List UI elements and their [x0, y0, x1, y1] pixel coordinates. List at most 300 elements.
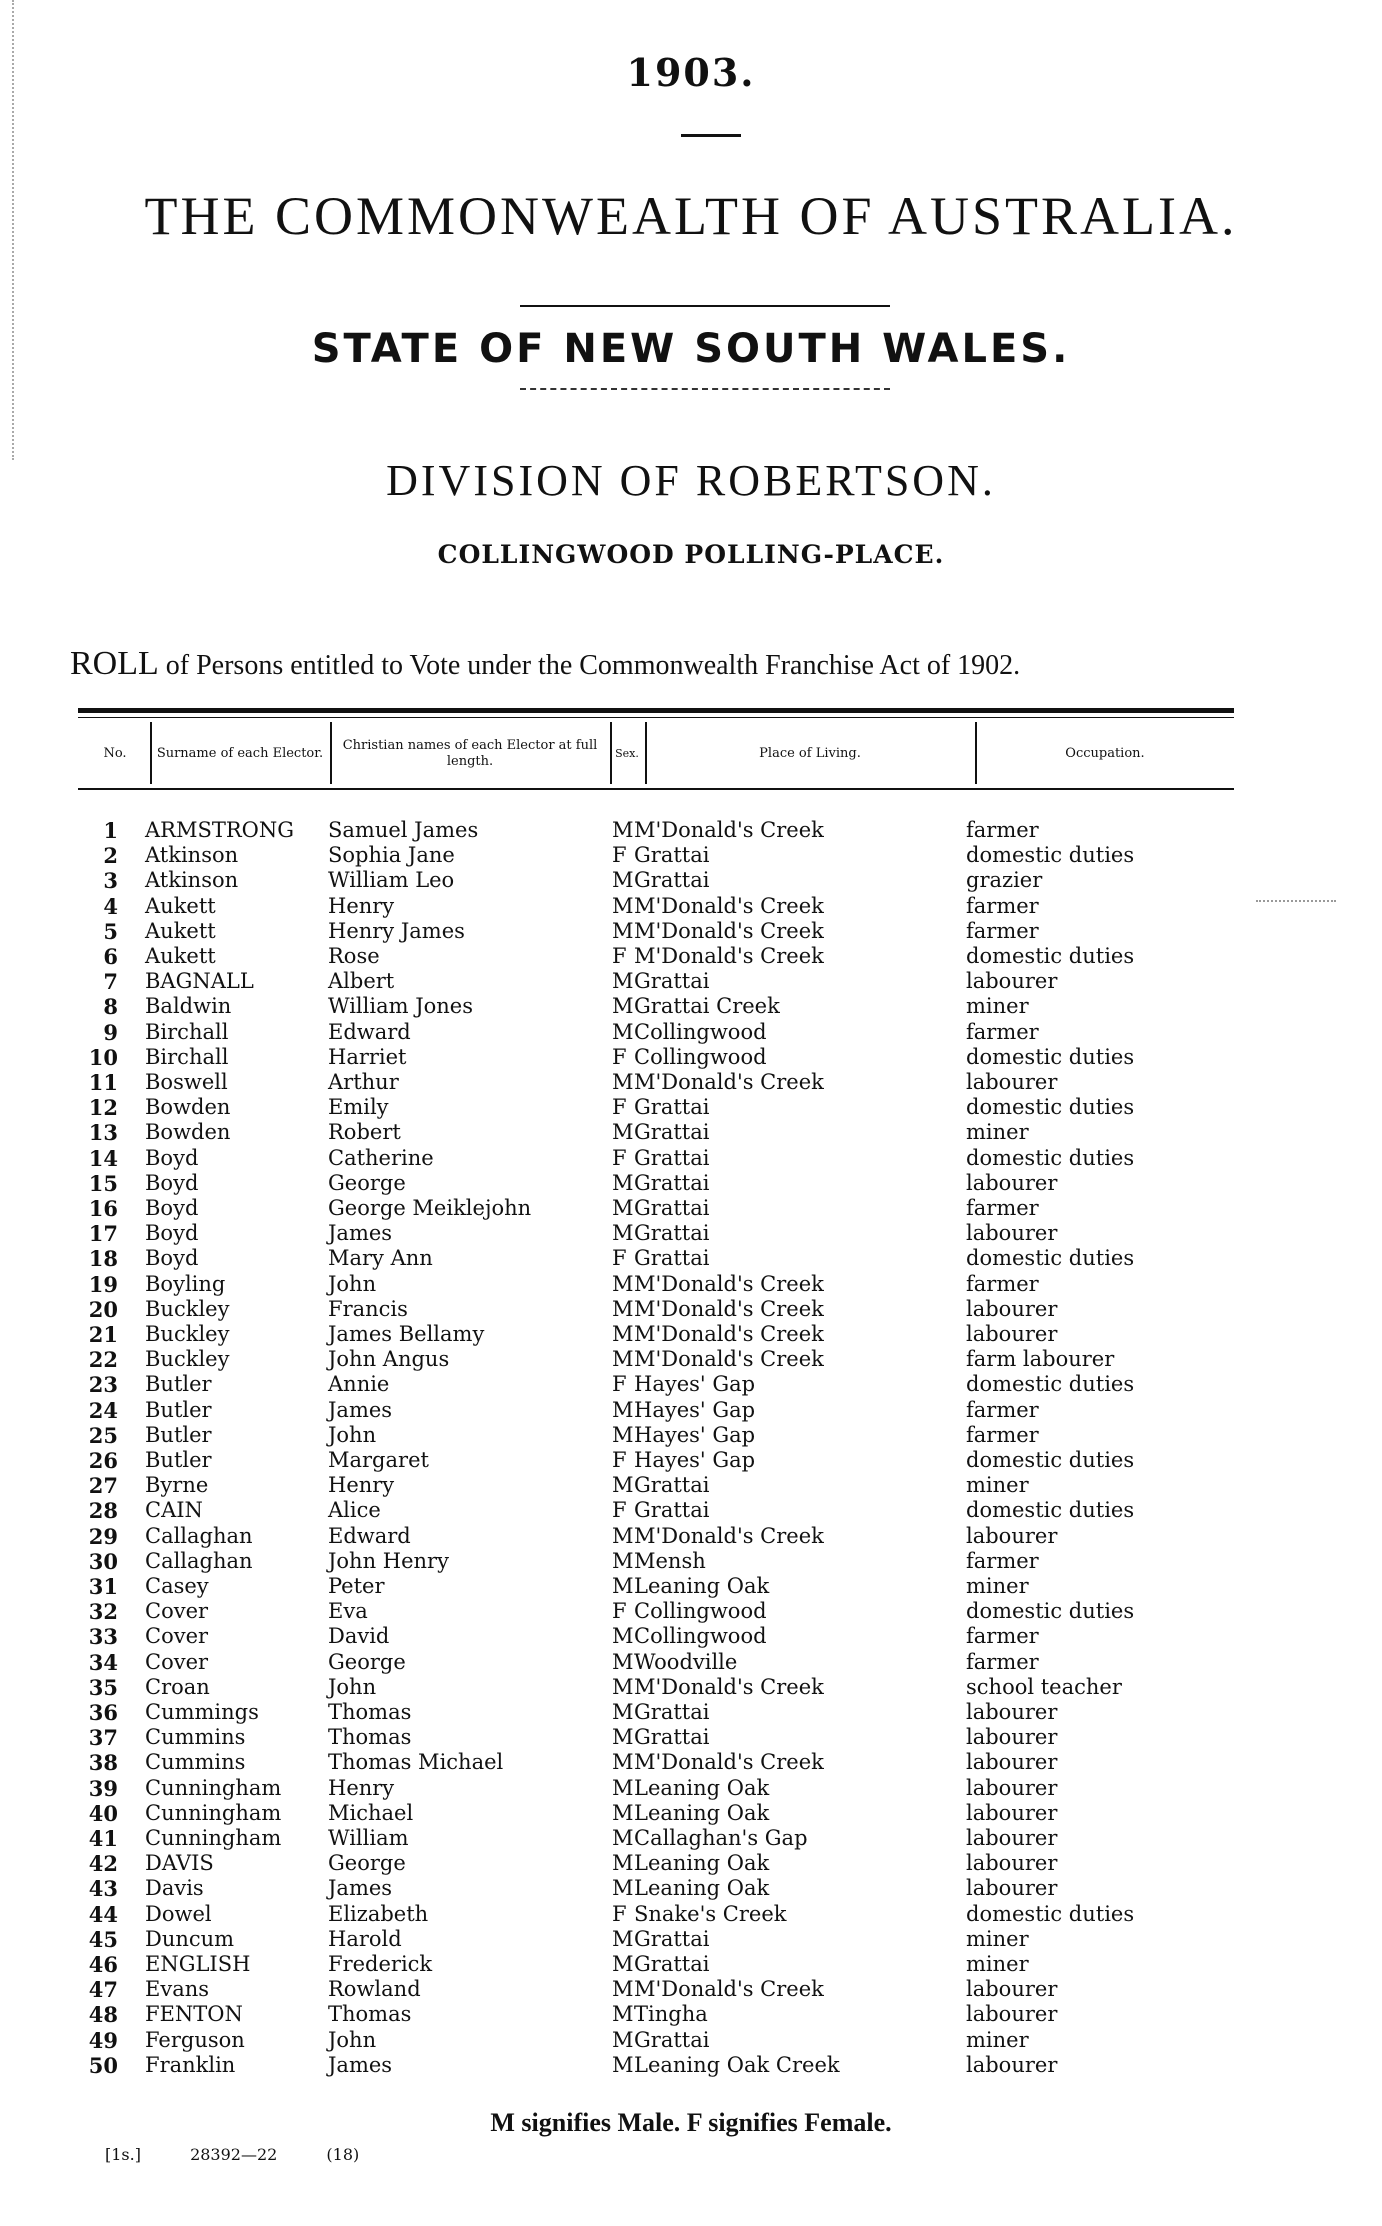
row-christian-names: William Jones — [328, 994, 473, 1019]
row-place-of-living: Leaning Oak Creek — [634, 2052, 840, 2077]
row-number: 20 — [88, 1296, 118, 1322]
table-row — [0, 818, 1382, 843]
row-number: 39 — [88, 1775, 118, 1801]
table-row — [0, 1750, 1382, 1775]
table-row — [0, 1876, 1382, 1901]
row-occupation: school teacher — [966, 1674, 1122, 1699]
row-number: 28 — [88, 1498, 118, 1524]
row-surname: Byrne — [145, 1473, 209, 1498]
row-occupation: labourer — [966, 1750, 1058, 1775]
row-occupation: domestic duties — [966, 1095, 1135, 1120]
row-place-of-living: Hayes' Gap — [634, 1397, 756, 1422]
row-occupation: domestic duties — [966, 1599, 1135, 1624]
row-sex: M — [612, 1750, 634, 1775]
col-separator — [330, 722, 332, 784]
row-sex: M — [612, 1574, 634, 1598]
row-occupation: miner — [966, 994, 1029, 1019]
row-christian-names: Peter — [328, 1574, 385, 1598]
row-surname: Casey — [145, 1574, 209, 1598]
row-place-of-living: Callaghan's Gap — [634, 1826, 808, 1850]
row-occupation: labourer — [966, 1170, 1058, 1195]
row-occupation: labourer — [966, 2052, 1058, 2077]
row-place-of-living: M'Donald's Creek — [634, 1070, 824, 1094]
row-sex: M — [612, 1624, 634, 1649]
row-place-of-living: Grattai — [634, 1700, 710, 1724]
row-number: 18 — [88, 1246, 118, 1272]
row-sex: M — [612, 1674, 634, 1699]
row-number: 9 — [103, 1019, 118, 1045]
row-sex: M — [612, 1548, 634, 1573]
row-christian-names: Elizabeth — [328, 1901, 429, 1926]
row-place-of-living: M'Donald's Creek — [634, 1523, 824, 1548]
row-place-of-living: M'Donald's Creek — [634, 1322, 824, 1346]
table-row — [0, 2053, 1382, 2078]
row-sex: M — [612, 1196, 634, 1220]
row-occupation: labourer — [966, 969, 1058, 994]
row-place-of-living: M'Donald's Creek — [634, 1271, 824, 1296]
row-christian-names: David — [328, 1624, 390, 1649]
row-surname: Cunningham — [145, 1800, 282, 1825]
row-christian-names: Robert — [328, 1120, 401, 1145]
table-row — [0, 1675, 1382, 1700]
row-number: 35 — [88, 1674, 118, 1700]
row-place-of-living: M'Donald's Creek — [634, 1977, 824, 2002]
row-christian-names: Thomas Michael — [328, 1750, 504, 1775]
row-surname: Butler — [145, 1372, 212, 1397]
row-sex: M — [612, 868, 634, 893]
row-christian-names: James — [328, 2052, 393, 2077]
row-place-of-living: Grattai — [634, 1952, 710, 1976]
row-place-of-living: M'Donald's Creek — [634, 918, 824, 943]
row-surname: Baldwin — [145, 994, 232, 1019]
row-place-of-living: Collingwood — [634, 1599, 767, 1624]
table-header-rule-thin — [78, 717, 1234, 718]
row-surname: Boyling — [145, 1271, 226, 1296]
row-christian-names: Thomas — [328, 2002, 412, 2027]
row-christian-names: Edward — [328, 1019, 411, 1044]
row-place-of-living: Hayes' Gap — [634, 1422, 756, 1447]
row-sex: M — [612, 893, 634, 918]
row-place-of-living: Grattai — [634, 2027, 710, 2052]
table-row — [0, 1977, 1382, 2002]
row-surname: Evans — [145, 1977, 210, 2002]
row-christian-names: Samuel James — [328, 818, 479, 842]
row-christian-names: Henry James — [328, 918, 465, 943]
row-surname: Bowden — [145, 1095, 231, 1120]
row-occupation: farmer — [966, 1548, 1039, 1573]
row-christian-names: Michael — [328, 1800, 414, 1825]
table-row — [0, 1927, 1382, 1952]
row-christian-names: Henry — [328, 1775, 395, 1800]
table-row — [0, 1448, 1382, 1473]
row-surname: Buckley — [145, 1322, 230, 1346]
row-number: 5 — [103, 918, 118, 944]
table-row — [0, 1221, 1382, 1246]
row-sex: M — [612, 1977, 634, 2002]
row-number: 2 — [103, 843, 118, 869]
row-surname: Cummins — [145, 1725, 246, 1750]
row-place-of-living: M'Donald's Creek — [634, 1750, 824, 1775]
row-christian-names: Harriet — [328, 1044, 407, 1069]
row-christian-names: James — [328, 1876, 393, 1901]
row-sex: F — [612, 1246, 627, 1271]
row-number: 26 — [88, 1448, 118, 1473]
row-sex: F — [612, 1599, 627, 1624]
row-occupation: domestic duties — [966, 1448, 1135, 1472]
row-surname: Aukett — [145, 918, 216, 943]
col-header-surname: Surname of each Elector. — [156, 746, 324, 761]
row-place-of-living: Hayes' Gap — [634, 1448, 756, 1472]
row-surname: Boswell — [145, 1070, 228, 1094]
row-occupation: farmer — [966, 1397, 1039, 1422]
row-number: 13 — [88, 1120, 118, 1146]
row-place-of-living: Leaning Oak — [634, 1851, 770, 1876]
row-occupation: farmer — [966, 1649, 1039, 1674]
row-place-of-living: Grattai — [634, 868, 710, 893]
row-christian-names: James — [328, 1221, 393, 1246]
col-separator — [150, 722, 152, 784]
table-row — [0, 944, 1382, 969]
row-sex: M — [612, 1347, 634, 1372]
table-row — [0, 1423, 1382, 1448]
row-surname: ARMSTRONG — [145, 818, 295, 842]
row-sex: F — [612, 1498, 627, 1523]
row-number: 37 — [88, 1725, 118, 1751]
row-christian-names: Rose — [328, 944, 380, 968]
table-row — [0, 1826, 1382, 1851]
row-christian-names: Sophia Jane — [328, 843, 455, 868]
row-occupation: farmer — [966, 1271, 1039, 1296]
row-occupation: labourer — [966, 1725, 1058, 1750]
row-place-of-living: Grattai — [634, 1120, 710, 1145]
row-surname: ENGLISH — [145, 1952, 251, 1976]
col-separator — [975, 722, 977, 784]
row-number: 41 — [88, 1826, 118, 1851]
row-surname: Cummings — [145, 1700, 259, 1724]
row-place-of-living: M'Donald's Creek — [634, 1674, 824, 1699]
row-occupation: domestic duties — [966, 1145, 1135, 1170]
footer-page: (18) — [326, 2145, 360, 2164]
table-row — [0, 1070, 1382, 1095]
row-surname: Butler — [145, 1448, 212, 1472]
title-rule — [520, 305, 890, 307]
row-christian-names: Frederick — [328, 1952, 433, 1976]
row-sex: M — [612, 1221, 634, 1246]
row-sex: M — [612, 1473, 634, 1498]
row-place-of-living: Snake's Creek — [634, 1901, 787, 1926]
table-row — [0, 2028, 1382, 2053]
row-sex: M — [612, 2002, 634, 2027]
row-christian-names: Edward — [328, 1523, 411, 1548]
row-christian-names: William Leo — [328, 868, 455, 893]
row-place-of-living: Collingwood — [634, 1019, 767, 1044]
row-number: 49 — [88, 2027, 118, 2053]
row-surname: Boyd — [145, 1170, 199, 1195]
row-occupation: labourer — [966, 1826, 1058, 1850]
polling-place-title: COLLINGWOOD POLLING-PLACE. — [437, 540, 945, 569]
row-place-of-living: Grattai — [634, 843, 710, 868]
division-title: DIVISION OF ROBERTSON. — [386, 456, 996, 505]
row-occupation: miner — [966, 1120, 1029, 1145]
row-occupation: farmer — [966, 1624, 1039, 1649]
row-surname: Duncum — [145, 1926, 235, 1951]
row-christian-names: Thomas — [328, 1700, 412, 1724]
table-row — [0, 1549, 1382, 1574]
row-christian-names: Eva — [328, 1599, 368, 1624]
row-number: 16 — [88, 1196, 118, 1221]
row-surname: Ferguson — [145, 2027, 245, 2052]
row-christian-names: Albert — [328, 969, 395, 994]
row-number: 33 — [88, 1624, 118, 1650]
row-number: 40 — [88, 1800, 118, 1826]
table-row — [0, 1120, 1382, 1145]
col-header-occupation: Occupation. — [1065, 746, 1145, 761]
state-title: STATE OF NEW SOUTH WALES. — [311, 326, 1071, 372]
table-row — [0, 1700, 1382, 1725]
row-christian-names: John Angus — [328, 1347, 450, 1372]
row-occupation: farm labourer — [966, 1347, 1115, 1372]
row-place-of-living: Mensh — [634, 1548, 706, 1573]
row-sex: F — [612, 1372, 627, 1397]
row-sex: M — [612, 1926, 634, 1951]
year-heading: 1903. — [626, 50, 756, 95]
row-place-of-living: Leaning Oak — [634, 1775, 770, 1800]
row-surname: Bowden — [145, 1120, 231, 1145]
margin-specks — [1256, 900, 1336, 906]
col-header-place: Place of Living. — [759, 746, 861, 761]
row-sex: M — [612, 818, 634, 842]
row-number: 42 — [88, 1851, 118, 1877]
row-occupation: miner — [966, 1952, 1029, 1976]
row-surname: Aukett — [145, 944, 216, 968]
row-number: 46 — [88, 1952, 118, 1977]
table-row — [0, 1146, 1382, 1171]
row-surname: Cover — [145, 1599, 209, 1624]
row-occupation: labourer — [966, 1221, 1058, 1246]
row-place-of-living: M'Donald's Creek — [634, 1347, 824, 1372]
row-occupation: labourer — [966, 1700, 1058, 1724]
row-occupation: domestic duties — [966, 843, 1135, 868]
row-place-of-living: M'Donald's Creek — [634, 1296, 824, 1321]
row-surname: Cunningham — [145, 1775, 282, 1800]
table-header-rule-bottom — [78, 788, 1234, 790]
row-place-of-living: Leaning Oak — [634, 1800, 770, 1825]
row-number: 32 — [88, 1599, 118, 1625]
row-place-of-living: Grattai — [634, 1473, 710, 1498]
row-sex: M — [612, 1826, 634, 1850]
row-place-of-living: Grattai — [634, 1725, 710, 1750]
col-header-sex: Sex. — [615, 747, 639, 760]
row-surname: Callaghan — [145, 1523, 253, 1548]
row-christian-names: Francis — [328, 1296, 408, 1321]
row-sex: F — [612, 843, 627, 868]
row-occupation: farmer — [966, 918, 1039, 943]
table-row — [0, 1801, 1382, 1826]
table-row — [0, 894, 1382, 919]
row-occupation: miner — [966, 2027, 1029, 2052]
row-number: 44 — [88, 1901, 118, 1927]
row-place-of-living: Grattai — [634, 1221, 710, 1246]
row-occupation: labourer — [966, 1876, 1058, 1901]
row-christian-names: John — [328, 1422, 377, 1447]
row-number: 15 — [88, 1170, 118, 1196]
row-christian-names: Arthur — [328, 1070, 399, 1094]
row-number: 10 — [88, 1044, 118, 1070]
col-header-no: No. — [103, 746, 127, 761]
row-sex: F — [612, 1044, 627, 1069]
row-surname: Franklin — [145, 2052, 236, 2077]
row-sex: M — [612, 1120, 634, 1145]
row-sex: M — [612, 1070, 634, 1094]
row-surname: Cunningham — [145, 1826, 282, 1850]
row-sex: M — [612, 1271, 634, 1296]
row-occupation: labourer — [966, 1296, 1058, 1321]
row-occupation: labourer — [966, 1775, 1058, 1800]
row-surname: Butler — [145, 1422, 212, 1447]
row-place-of-living: Collingwood — [634, 1624, 767, 1649]
row-christian-names: John — [328, 2027, 377, 2052]
row-occupation: miner — [966, 1574, 1029, 1598]
row-surname: FENTON — [145, 2002, 243, 2027]
row-sex: M — [612, 1170, 634, 1195]
row-sex: M — [612, 1523, 634, 1548]
row-surname: Buckley — [145, 1296, 230, 1321]
row-christian-names: Annie — [328, 1372, 390, 1397]
row-number: 3 — [103, 868, 118, 894]
table-row — [0, 1624, 1382, 1649]
row-sex: M — [612, 1397, 634, 1422]
row-christian-names: John — [328, 1271, 377, 1296]
row-number: 22 — [88, 1347, 118, 1373]
row-christian-names: John — [328, 1674, 377, 1699]
table-row — [0, 1498, 1382, 1523]
row-sex: M — [612, 1296, 634, 1321]
table-row — [0, 1045, 1382, 1070]
table-row — [0, 1322, 1382, 1347]
row-surname: Davis — [145, 1876, 204, 1901]
row-sex: M — [612, 2027, 634, 2052]
row-number: 27 — [88, 1473, 118, 1499]
row-surname: Aukett — [145, 893, 216, 918]
table-row — [0, 1272, 1382, 1297]
row-number: 21 — [88, 1322, 118, 1347]
row-sex: M — [612, 1725, 634, 1750]
row-number: 25 — [88, 1422, 118, 1448]
row-number: 30 — [88, 1548, 118, 1574]
row-place-of-living: Hayes' Gap — [634, 1372, 756, 1397]
table-row — [0, 969, 1382, 994]
row-christian-names: Harold — [328, 1926, 402, 1951]
table-row — [0, 1952, 1382, 1977]
row-surname: Boyd — [145, 1145, 199, 1170]
col-separator — [645, 722, 647, 784]
dotted-rule — [520, 388, 890, 390]
row-place-of-living: Grattai — [634, 1498, 710, 1523]
row-occupation: farmer — [966, 1196, 1039, 1220]
roll-title-cap: ROLL — [70, 645, 159, 682]
row-number: 19 — [88, 1271, 118, 1297]
row-occupation: labourer — [966, 1523, 1058, 1548]
row-place-of-living: Grattai — [634, 1145, 710, 1170]
row-occupation: domestic duties — [966, 1901, 1135, 1926]
row-number: 38 — [88, 1750, 118, 1776]
row-christian-names: George — [328, 1649, 406, 1674]
row-sex: F — [612, 1145, 627, 1170]
footer — [105, 2145, 403, 2164]
table-row — [0, 919, 1382, 944]
row-surname: Birchall — [145, 1044, 229, 1069]
row-christian-names: Margaret — [328, 1448, 429, 1472]
roll-title — [70, 645, 1020, 683]
row-surname: Atkinson — [145, 843, 239, 868]
row-surname: Cover — [145, 1624, 209, 1649]
row-sex: F — [612, 1095, 627, 1120]
table-row — [0, 1776, 1382, 1801]
row-number: 43 — [88, 1876, 118, 1902]
table-row — [0, 1020, 1382, 1045]
row-sex: M — [612, 994, 634, 1019]
row-christian-names: Henry — [328, 893, 395, 918]
row-place-of-living: Leaning Oak — [634, 1574, 770, 1598]
row-christian-names: George Meiklejohn — [328, 1196, 532, 1220]
row-sex: M — [612, 1322, 634, 1346]
table-row — [0, 1246, 1382, 1271]
table-row — [0, 994, 1382, 1019]
sex-legend: M signifies Male. F signifies Female. — [490, 2108, 892, 2137]
row-occupation: farmer — [966, 1019, 1039, 1044]
table-row — [0, 1524, 1382, 1549]
row-number: 12 — [88, 1095, 118, 1121]
row-number: 11 — [88, 1070, 118, 1095]
row-surname: Boyd — [145, 1221, 199, 1246]
row-place-of-living: M'Donald's Creek — [634, 893, 824, 918]
col-header-christian: Christian names of each Elector at full length. — [342, 738, 598, 769]
row-occupation: labourer — [966, 1800, 1058, 1825]
table-row — [0, 1473, 1382, 1498]
row-number: 4 — [103, 893, 118, 919]
row-place-of-living: Grattai — [634, 1196, 710, 1220]
row-place-of-living: Grattai — [634, 1926, 710, 1951]
row-sex: M — [612, 2052, 634, 2077]
roll-title-rest: of Persons entitled to Vote under the Commonwealth Franchise Act of 1902. — [158, 650, 1021, 681]
row-number: 6 — [103, 944, 118, 969]
row-occupation: labourer — [966, 1070, 1058, 1094]
row-sex: M — [612, 1876, 634, 1901]
row-surname: Cover — [145, 1649, 209, 1674]
row-occupation: miner — [966, 1926, 1029, 1951]
row-place-of-living: Collingwood — [634, 1044, 767, 1069]
row-christian-names: John Henry — [328, 1548, 449, 1573]
table-row — [0, 1171, 1382, 1196]
row-number: 1 — [103, 818, 118, 843]
row-number: 24 — [88, 1397, 118, 1423]
table-row — [0, 1347, 1382, 1372]
row-sex: M — [612, 918, 634, 943]
row-occupation: domestic duties — [966, 1246, 1135, 1271]
row-surname: Callaghan — [145, 1548, 253, 1573]
row-christian-names: James Bellamy — [328, 1322, 485, 1346]
row-christian-names: Thomas — [328, 1725, 412, 1750]
row-number: 17 — [88, 1221, 118, 1247]
row-occupation: farmer — [966, 1422, 1039, 1447]
row-sex: M — [612, 1800, 634, 1825]
row-christian-names: Rowland — [328, 1977, 421, 2002]
footer-code: 28392—22 — [190, 2145, 278, 2164]
row-place-of-living: M'Donald's Creek — [634, 944, 824, 968]
table-row — [0, 1599, 1382, 1624]
row-place-of-living: M'Donald's Creek — [634, 818, 824, 842]
row-number: 14 — [88, 1145, 118, 1171]
